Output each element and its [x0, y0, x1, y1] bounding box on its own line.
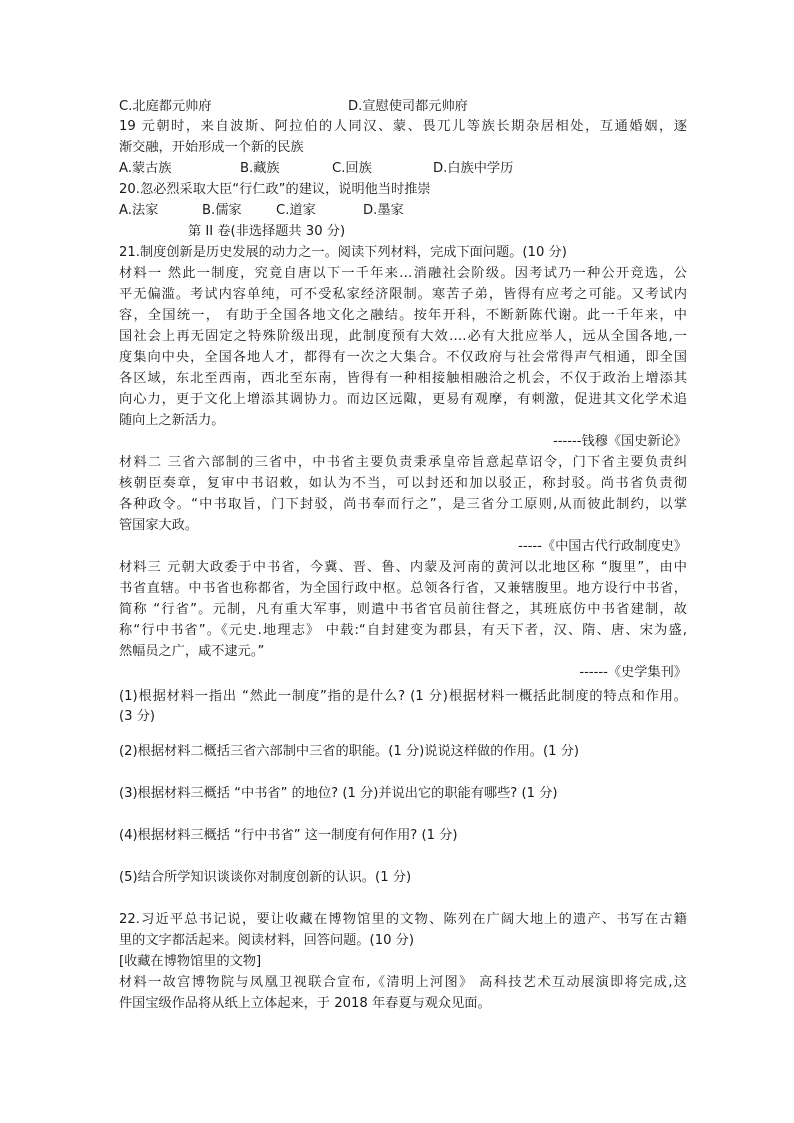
q22-material-1-line: 件国宝级作品将从纸上立体起来，于 2018 年春夏与观众见面。 [119, 996, 491, 1011]
q21-material-3-line: 简称 “行省”。元制，凡有重大军事，则遣中书省官员前往督之，其班底仿中书省建制，故 [119, 602, 687, 617]
q19-option-d: D.白族中学历 [433, 161, 514, 176]
q21-material-1-line: 向心力，更于文化上增添其调协力。而边区远陬，更易有观摩，有刺激，促进其文化学术追 [119, 392, 687, 407]
q18-options [119, 98, 687, 116]
q20-option-d: D.墨家 [363, 203, 404, 218]
q22-stem-line-2: 里的文字都活起来。阅读材料，回答问题。(10 分) [119, 933, 415, 948]
q21-material-3-line: 材料三 元朝大政委于中书省，今冀、晋、鲁、内蒙及河南的黄河以北地区称 “腹里”，由中 [119, 560, 687, 575]
q19-stem-line-1: 19 元朝时，来自波斯、阿拉伯的人同汉、蒙、畏兀儿等族长期杂居相处，互通婚姻，逐 [119, 119, 687, 134]
q21-material-1-line: 随向上之新活力。 [119, 413, 225, 428]
q19-options [119, 160, 687, 178]
q20-option-b: B.儒家 [202, 203, 242, 218]
q21-stem: 21.制度创新是历史发展的动力之一。阅读下列材料，完成下面问题。(10 分) [119, 245, 567, 260]
q21-material-1-line: 平无偏滥。考试内容单纯，可不受私家经济限制。寒苦子弟，皆得有应考之可能。又考试内 [119, 287, 687, 302]
q21-subquestion-4: (4)根据材料三概括 “行中书省” 这一制度有何作用? (1 分) [119, 828, 458, 843]
q21-material-1-line: 各区域，东北至西南，西北至东南，皆得有一种相接触相融洽之机会，不仅于政治上增添其 [119, 371, 687, 386]
q19-stem-line-2: 渐交融，开始形成一个新的民族 [119, 140, 304, 155]
q21-material-1-line: 材料一 然此一制度，究竟自唐以下一千年来…消融社会阶级。因考试乃一种公开竞选，公 [119, 266, 687, 281]
q20-stem: 20.忽必烈采取大臣“行仁政”的建议，说明他当时推崇 [119, 182, 431, 197]
q20-option-c: C.道家 [276, 203, 316, 218]
q21-subquestion-5: (5)结合所学知识谈谈你对制度创新的认识。(1 分) [119, 870, 412, 885]
q21-material-3-line: 书省直辖。中书省也称都省，为全国行政中枢。总领各行省，又兼辖腹里。地方设行中书省， [119, 581, 687, 596]
q22-stem-line-1: 22.习近平总书记说，要让收藏在博物馆里的文物、陈列在广阔大地上的遗产、书写在古籍 [119, 912, 687, 927]
q22-subheading: [收藏在博物馆里的文物] [119, 954, 262, 969]
section-2-heading: 第 II 卷(非选择题共 30 分) [188, 224, 346, 239]
q20-options [119, 202, 687, 220]
q22-material-1-line: 材料一故宫博物院与凤凰卫视联合宣布,《清明上河图》 高科技艺术互动展演即将完成,这 [119, 975, 687, 990]
q18-option-c: C.北庭都元帅府 [119, 99, 212, 114]
q21-material-3-line: 称“行中书省”。《元史.地理志》 中载:“自封建变为郡县，有天下者，汉、隋、唐、宋为盛, [119, 623, 687, 638]
q21-material-1-line: 国社会上再无固定之特殊阶级出现，此制度预有大效….必有大批应举人，远从全国各地,一 [119, 329, 687, 344]
q21-material-2-source: -----《中国古代行政制度史》 [518, 539, 687, 554]
q18-option-d: D.宣慰使司都元帅府 [348, 99, 468, 114]
q21-material-1-line: 度集向中央，全国各地人才，都得有一次之大集合。不仅政府与社会常得声气相通，即全国 [119, 350, 687, 365]
q19-option-a: A.蒙古族 [119, 161, 172, 176]
q21-material-1-source: ------钱穆《国史新论》 [552, 434, 687, 449]
q21-material-2-line: 管国家大政。 [119, 518, 199, 533]
q19-option-c: C.回族 [332, 161, 372, 176]
q21-material-2-line: 各种政令。“中书取旨，门下封驳，尚书奉而行之”，是三省分工原则,从而彼此制约，以掌 [119, 497, 687, 512]
q21-subquestion-2: (2)根据材料二概括三省六部制中三省的职能。(1 分)说说这样做的作用。(1 分) [119, 744, 580, 759]
q21-subquestion-1-score: (3 分) [119, 709, 156, 724]
q21-material-2-line: 核朝臣奏章，复审中书诏敕，如认为不当，可以封还和加以驳正，称封驳。尚书省负责彻 [119, 476, 687, 491]
q21-material-3-line: 然幅员之广，咸不逮元。” [119, 644, 265, 659]
q21-subquestion-3: (3)根据材料三概括 “中书省” 的地位? (1 分)并说出它的职能有哪些? (1 分) [119, 786, 558, 801]
q21-material-2-line: 材料二 三省六部制的三省中，中书省主要负责秉承皇帝旨意起草诏令，门下省主要负责纠 [119, 455, 687, 470]
q19-option-b: B.藏族 [240, 161, 280, 176]
q21-material-3-source: ------《史学集刊》 [579, 665, 687, 680]
q20-option-a: A.法家 [119, 203, 159, 218]
q21-material-1-line: 容，全国统一， 有助于全国各地文化之融结。按年开科，不断新陈代谢。此一千年来，中 [119, 308, 687, 323]
q21-subquestion-1: (1)根据材料一指出 “然此一制度”指的是什么? (1 分)根据材料一概括此制度的特点和作用。 [119, 689, 687, 704]
